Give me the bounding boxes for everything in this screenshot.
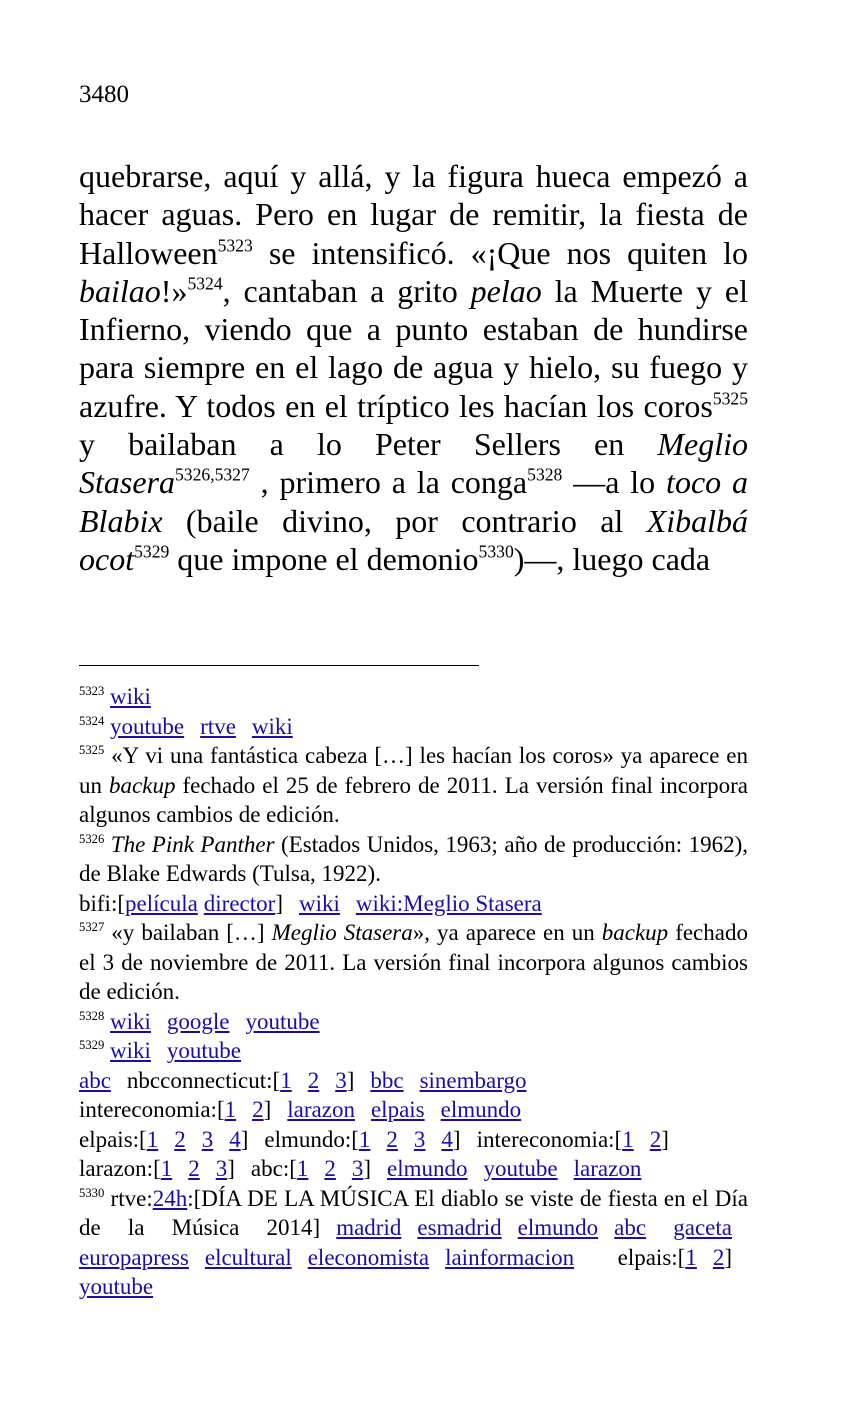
link-wiki[interactable]: wiki [298,890,340,916]
footnote-text: fechado el 25 de febrero de 2011. La versión final incorpora algunos cambios de edición. [79,772,748,827]
link-prefix: elmundo:[ [264,1126,359,1152]
link-prefix: intereconomia:[ [476,1126,623,1152]
text-run: que impone el demonio [169,540,479,577]
link-elmundo-1[interactable]: 1 [358,1126,371,1152]
link-prefix: nbcconnecticut:[ [126,1067,281,1093]
footnote-number: 5324 [79,713,105,728]
link-madrid[interactable]: madrid [336,1215,402,1240]
link-wiki[interactable]: wiki [251,713,293,739]
link-intereconomia-1[interactable]: 1 [622,1126,634,1152]
link-elpais-2[interactable]: 2 [174,1126,186,1152]
footnote-number: 5325 [79,743,105,758]
link-prefix: intereconomia:[ [79,1097,225,1122]
link-elmundo[interactable]: elmundo [440,1097,522,1122]
footnote-number: 5326 [79,831,105,846]
link-elmundo-3[interactable]: 3 [413,1126,426,1152]
link-abc-3[interactable]: 3 [351,1156,364,1181]
text-run: (baile divino, por contrario al [162,502,647,539]
link-elpais[interactable]: elpais [370,1097,425,1122]
link-24h[interactable]: 24h [152,1185,188,1211]
link-suffix: ] [240,1126,249,1152]
link-youtube[interactable]: youtube [245,1008,320,1034]
link-larazon-1[interactable]: 1 [160,1156,173,1181]
italic-term: Meglio Stasera [271,920,413,945]
link-larazon[interactable]: larazon [287,1097,355,1122]
link-intereconomia-2[interactable]: 2 [649,1126,662,1152]
link-nbc-2[interactable]: 2 [307,1067,320,1093]
footnote-text: :[DÍA DE LA MÚSICA El diablo se viste de fiesta en el Día de la Música 2014] [79,1185,748,1240]
link-abc-1[interactable]: 1 [296,1156,309,1181]
footnote-text: fechado el 3 de noviembre de 2011. La versión final incorpora algunos cambios de edición. [79,920,748,1004]
link-prefix: elpais:[ [79,1126,147,1152]
text-run: la Muerte y el Infierno, viendo que a punto estaban de hundirse para siempre en el lago de agua y hielo, su fuego y azufre. Y todos en el tríptico les hacían los coros [79,272,748,424]
link-sinembargo[interactable]: sinembargo [419,1067,527,1093]
footnote-5328 [79,1007,748,1037]
text-run: quebrarse, aquí y allá, y la figura hueca empezó a hacer aguas. Pero en lugar de remitir, la fiesta de Halloween [79,158,748,271]
link-prefix: larazon:[ [79,1156,161,1181]
footnote-5326-links [79,889,748,919]
text-run: se intensificó. «¡Que nos quiten lo [252,234,748,271]
link-youtube[interactable]: youtube [483,1156,558,1181]
text-run: —a lo [562,464,667,501]
italic-term: backup [109,772,176,798]
italic-term: The Pink Panther [110,831,275,857]
link-nbc-3[interactable]: 3 [335,1067,347,1093]
link-abc[interactable]: abc [79,1067,111,1093]
italic-term: bailao [79,272,161,309]
footnote-ref[interactable]: 5328 [527,465,563,486]
link-elpais-2[interactable]: 2 [712,1244,725,1270]
link-lainformacion[interactable]: lainformacion [445,1244,575,1270]
link-pelicula[interactable]: película [125,890,198,916]
italic-term: pelao [470,272,542,309]
footnote-ref[interactable]: 5323 [217,235,253,256]
link-bbc[interactable]: bbc [370,1067,404,1093]
link-youtube[interactable]: youtube [110,713,185,739]
text-run: )—, luego cada [513,540,711,577]
footnote-5323 [79,682,748,712]
link-prefix: abc:[ [250,1156,297,1181]
link-suffix: ] [263,1097,272,1122]
footnote-5329-links-2 [79,1095,748,1125]
footnote-5329-links-3 [79,1125,748,1155]
link-elmundo[interactable]: elmundo [517,1215,599,1240]
link-elpais-1[interactable]: 1 [146,1126,159,1152]
link-abc-2[interactable]: 2 [324,1156,336,1181]
footnote-number: 5327 [79,920,105,935]
link-intereconomia-2[interactable]: 2 [252,1097,264,1122]
footnote-text: (Estados Unidos, 1963; año de producción: 1962), de Blake Edwards (Tulsa, 1922). [79,831,749,886]
text-run: y bailaban a lo Peter Sellers en [79,426,658,463]
link-director[interactable]: director [203,890,276,916]
footnote-number: 5330 [79,1185,105,1200]
link-suffix: ] [452,1126,461,1152]
link-gaceta[interactable]: gaceta [673,1215,732,1240]
link-suffix: ] [363,1156,372,1181]
link-elpais-3[interactable]: 3 [201,1126,214,1152]
text-run: , primero a la conga [249,464,528,501]
footnote-separator [79,665,479,666]
link-europapress[interactable]: europapress [79,1244,189,1270]
link-wiki-meglio-stasera[interactable]: wiki:Meglio Stasera [355,890,542,916]
footnote-number: 5329 [79,1038,105,1053]
footnote-5326 [79,830,748,889]
link-prefix: bifi:[ [79,890,125,916]
link-larazon-2[interactable]: 2 [188,1156,200,1181]
link-youtube[interactable]: youtube [166,1038,242,1063]
footnote-ref[interactable]: 5329 [134,541,170,562]
link-wiki[interactable]: wiki [110,1038,151,1063]
text-run: , cantaban a grito [222,272,471,309]
link-elmundo-2[interactable]: 2 [386,1126,398,1152]
footnotes [79,682,748,1302]
link-abc[interactable]: abc [614,1215,647,1240]
footnote-text: «y bailaban […] [104,920,272,945]
link-suffix: ] [724,1244,732,1270]
link-elpais-4[interactable]: 4 [229,1126,241,1152]
italic-term: backup [601,920,669,945]
link-prefix: elpais:[ [617,1244,686,1270]
link-suffix: ] [661,1126,669,1152]
italic-term: Xibalbá ocot [79,502,748,577]
footnote-ref[interactable]: 5330 [478,541,514,562]
link-google[interactable]: google [166,1008,230,1034]
link-esmadrid[interactable]: esmadrid [417,1215,502,1240]
link-elmundo[interactable]: elmundo [387,1156,468,1181]
link-wiki[interactable]: wiki [110,684,151,709]
footnote-5327 [79,918,748,1007]
link-suffix: ] [227,1156,235,1181]
footnote-5329-links-4 [79,1154,748,1184]
link-eleconomista[interactable]: eleconomista [307,1244,430,1270]
link-elcultural[interactable]: elcultural [204,1244,292,1270]
link-wiki[interactable]: wiki [110,1008,151,1034]
link-larazon-3[interactable]: 3 [215,1156,228,1181]
footnote-5329-links-1 [79,1066,748,1096]
page-number: 3480 [79,81,129,108]
footnote-number: 5323 [79,684,105,699]
link-suffix: ] [346,1067,355,1093]
link-larazon[interactable]: larazon [573,1156,642,1181]
text-run: !» [160,272,188,309]
italic-term: Meglio Stasera [79,426,748,501]
footnote-ref[interactable]: 5324 [187,273,223,294]
footnote-ref[interactable]: 5326,5327 [175,465,250,486]
link-elpais-1[interactable]: 1 [685,1244,697,1270]
footnote-5325 [79,741,748,830]
link-intereconomia-1[interactable]: 1 [224,1097,237,1122]
footnote-ref[interactable]: 5325 [712,388,748,409]
footnote-text: rtve: [104,1185,153,1211]
link-elmundo-4[interactable]: 4 [441,1126,453,1152]
footnote-5324 [79,712,748,742]
body-paragraph [79,157,748,578]
link-youtube[interactable]: youtube [79,1274,154,1299]
link-nbc-1[interactable]: 1 [280,1067,292,1093]
footnote-text: », ya aparece en un [412,920,602,945]
link-suffix: ] [275,890,283,916]
italic-term: toco a Blabix [79,464,749,539]
footnote-text: «Y vi una fantástica cabeza […] les hacían los coros» ya aparece en un [79,743,748,798]
footnote-5329 [79,1036,748,1066]
footnote-number: 5328 [79,1008,105,1023]
link-rtve[interactable]: rtve [200,713,236,739]
footnote-5330 [79,1184,748,1302]
